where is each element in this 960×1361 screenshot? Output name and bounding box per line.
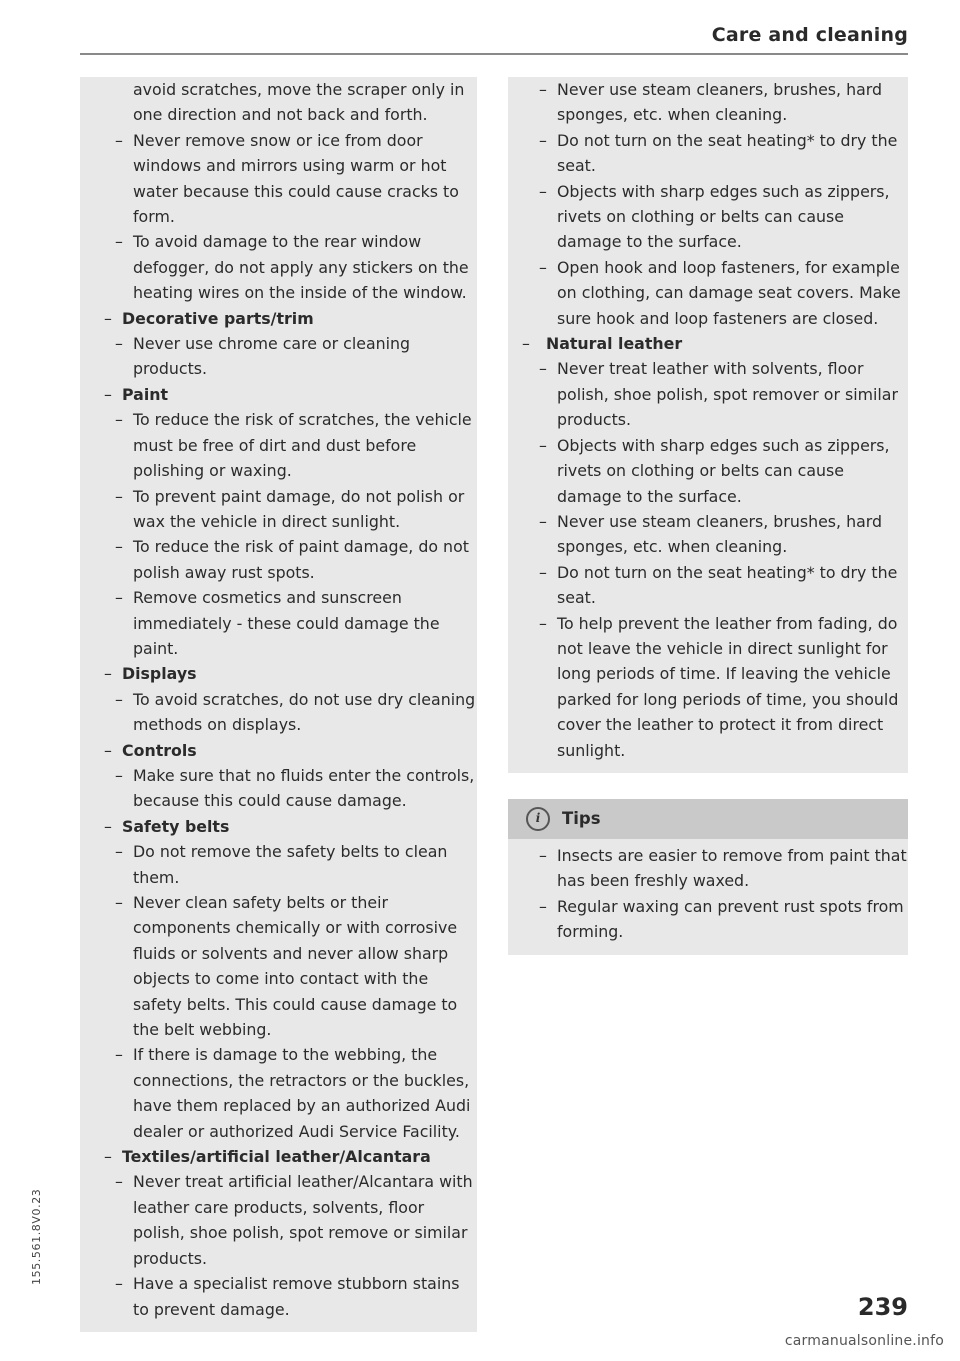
dash-bullet: – bbox=[539, 896, 547, 916]
page-number: 239 bbox=[857, 1293, 908, 1321]
list-item bbox=[508, 77, 908, 128]
list-item bbox=[80, 1042, 477, 1144]
item-text: Have a specialist remove stubborn stains to prevent damage. bbox=[133, 1274, 460, 1319]
list-item bbox=[80, 229, 477, 305]
list-item bbox=[80, 534, 477, 585]
dash-bullet: – bbox=[115, 842, 123, 862]
heading-text: Displays bbox=[122, 664, 197, 684]
list-item bbox=[80, 128, 477, 230]
heading-text: Decorative parts/trim bbox=[122, 308, 314, 328]
dash-bullet: – bbox=[115, 486, 123, 506]
item-text: Objects with sharp edges such as zippers, rivets on clothing or belts can cause damage to the surface. bbox=[557, 435, 890, 506]
tips-box bbox=[508, 799, 908, 955]
item-text: avoid scratches, move the scraper only in one direction and not back and forth. bbox=[133, 80, 465, 125]
list-item bbox=[80, 687, 477, 738]
item-text: To help prevent the leather from fading, do not leave the vehicle in direct sunlight for long periods of time. If leaving the vehicle parked for long periods of time, you should cover the leather to protect it from direct sunlight. bbox=[557, 613, 899, 760]
tips-title: Tips bbox=[562, 809, 601, 829]
dash-bullet: – bbox=[104, 740, 112, 760]
list-heading bbox=[80, 382, 477, 407]
heading-text: Controls bbox=[122, 740, 197, 760]
side-code: 155.561.8V0.23 bbox=[30, 1188, 43, 1285]
item-text: To reduce the risk of scratches, the vehicle must be free of dirt and dust before polishing or waxing. bbox=[133, 410, 472, 481]
dash-bullet: – bbox=[539, 435, 547, 455]
dash-bullet: – bbox=[104, 308, 112, 328]
watermark: carmanualsonline.info bbox=[784, 1333, 944, 1349]
dash-bullet: – bbox=[115, 893, 123, 912]
dash-bullet: – bbox=[115, 588, 123, 608]
dash-bullet: – bbox=[115, 537, 123, 557]
item-text: Make sure that no fluids enter the controls, because this could cause damage. bbox=[133, 765, 475, 811]
dash-bullet: – bbox=[115, 1172, 123, 1192]
header-rule bbox=[80, 53, 908, 55]
list-item bbox=[508, 843, 908, 894]
section-title: Care and cleaning bbox=[711, 24, 908, 46]
item-text: Never use steam cleaners, brushes, hard sponges, etc. when cleaning. bbox=[557, 80, 883, 125]
dash-bullet: – bbox=[539, 257, 547, 277]
dash-bullet: – bbox=[115, 765, 123, 785]
info-icon: i bbox=[526, 807, 550, 831]
list-item bbox=[80, 839, 477, 890]
list-item bbox=[508, 356, 908, 432]
item-text: Never treat leather with solvents, floor polish, shoe polish, spot remover or similar products. bbox=[557, 359, 898, 430]
list-item bbox=[508, 509, 908, 560]
dash-bullet: – bbox=[104, 384, 112, 404]
list-heading bbox=[80, 306, 477, 331]
dash-bullet: – bbox=[115, 130, 123, 150]
item-text: To prevent paint damage, do not polish or wax the vehicle in direct sunlight. bbox=[133, 486, 465, 531]
list-item bbox=[508, 433, 908, 509]
item-text: To avoid scratches, do not use dry cleaning methods on displays. bbox=[133, 689, 476, 735]
dash-bullet: – bbox=[539, 613, 547, 633]
list-item bbox=[80, 1271, 477, 1322]
list-item bbox=[508, 255, 908, 331]
dash-bullet: – bbox=[115, 1045, 123, 1065]
list-item bbox=[508, 894, 908, 945]
item-text: Do not turn on the seat heating* to dry the seat. bbox=[557, 562, 898, 608]
heading-text: Paint bbox=[122, 384, 169, 404]
dash-bullet: – bbox=[115, 689, 123, 709]
list-item bbox=[508, 560, 908, 611]
dash-bullet: – bbox=[115, 232, 123, 252]
dash-bullet: – bbox=[539, 562, 547, 582]
item-text: Regular waxing can prevent rust spots from forming. bbox=[557, 896, 904, 942]
item-text: Insects are easier to remove from paint that has been freshly waxed. bbox=[557, 846, 907, 891]
item-text: To avoid damage to the rear window defogger, do not apply any stickers on the heating wires on the inside of the window. bbox=[133, 232, 469, 303]
dash-bullet: – bbox=[115, 1274, 123, 1294]
item-text: Remove cosmetics and sunscreen immediately - these could damage the paint. bbox=[133, 588, 440, 658]
item-text: Never treat artificial leather/Alcantara with leather care products, solvents, floor polish, shoe polish, spot remove or similar products. bbox=[133, 1172, 473, 1268]
dash-bullet: – bbox=[539, 846, 547, 865]
list-item bbox=[80, 1169, 477, 1271]
list-heading bbox=[80, 814, 477, 839]
list-heading bbox=[80, 1144, 477, 1169]
item-text: Never use steam cleaners, brushes, hard sponges, etc. when cleaning. bbox=[557, 511, 883, 557]
item-text: To reduce the risk of paint damage, do not polish away rust spots. bbox=[133, 537, 469, 582]
right-column-box bbox=[508, 77, 908, 773]
item-text: Never clean safety belts or their components chemically or with corrosive fluids or solvents and never allow sharp objects to come into contact with the safety belts. This could cause damage to the belt webbing. bbox=[133, 893, 458, 1040]
list-item bbox=[80, 585, 477, 661]
list-item bbox=[508, 128, 908, 179]
item-text: If there is damage to the webbing, the connections, the retractors or the buckles, have them replaced by an authorized Audi dealer or authorized Audi Service Facility. bbox=[133, 1045, 471, 1141]
list-item bbox=[80, 890, 477, 1042]
item-text: Never remove snow or ice from door windows and mirrors using warm or hot water because this could cause cracks to form. bbox=[133, 130, 459, 227]
dash-bullet: – bbox=[115, 334, 123, 354]
list-item-continuation bbox=[80, 77, 477, 128]
dash-bullet: – bbox=[539, 359, 547, 379]
list-heading bbox=[80, 661, 477, 686]
list-item bbox=[80, 407, 477, 483]
heading-text: Textiles/artificial leather/Alcantara bbox=[122, 1147, 431, 1167]
list-item bbox=[508, 179, 908, 255]
dash-bullet: – bbox=[104, 664, 112, 684]
dash-bullet: – bbox=[104, 1147, 112, 1167]
item-text: Never use chrome care or cleaning products. bbox=[133, 334, 411, 379]
dash-bullet: – bbox=[115, 410, 123, 430]
heading-text: Safety belts bbox=[122, 816, 230, 836]
item-text: Do not remove the safety belts to clean them. bbox=[133, 842, 448, 887]
dash-bullet: – bbox=[539, 511, 547, 531]
list-item bbox=[80, 484, 477, 535]
tips-header bbox=[508, 799, 908, 839]
dash-bullet: – bbox=[104, 816, 112, 836]
dash-bullet: – bbox=[539, 181, 547, 201]
item-text: Open hook and loop fasteners, for example on clothing, can damage seat covers. Make sure hook and loop fasteners are closed. bbox=[557, 257, 901, 328]
item-text: Do not turn on the seat heating* to dry the seat. bbox=[557, 130, 898, 176]
list-heading bbox=[80, 738, 477, 763]
dash-bullet: – bbox=[539, 130, 547, 150]
list-heading bbox=[508, 331, 908, 356]
dash-bullet: – bbox=[522, 334, 530, 354]
dash-bullet: – bbox=[539, 80, 547, 99]
tips-body bbox=[508, 839, 908, 945]
list-item bbox=[80, 763, 477, 814]
list-item bbox=[80, 331, 477, 382]
item-text: Objects with sharp edges such as zippers, rivets on clothing or belts can cause damage to the surface. bbox=[557, 181, 890, 252]
list-item bbox=[508, 611, 908, 763]
heading-text: Natural leather bbox=[546, 334, 683, 354]
left-column-box bbox=[80, 77, 477, 1332]
